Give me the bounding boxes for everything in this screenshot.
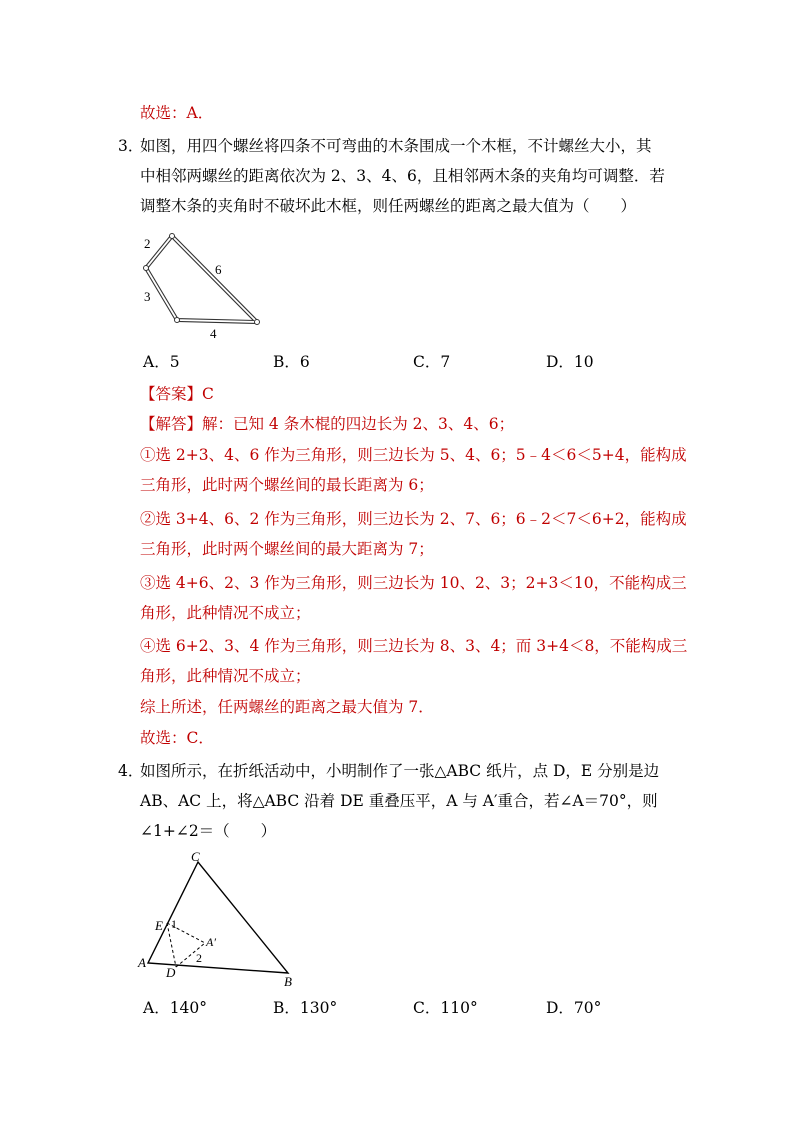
question-4-line-3: ∠1+∠2＝（ ） — [140, 822, 277, 840]
q3-solution-line-2: ①选 2+3、4、6 作为三角形，则三边长为 5、4、6；5﹣4＜6＜5+4，能构成 — [140, 446, 687, 464]
q4-option-a: A．140° — [143, 999, 208, 1017]
question-3-number: 3． — [118, 137, 144, 155]
question-4-line-2: AB、AC 上，将△ABC 沿着 DE 重叠压平，A 与 A′重合，若∠A＝70°，则 — [140, 792, 658, 810]
question-4-number: 4． — [118, 762, 144, 780]
label-a-prime: A′ — [206, 935, 216, 949]
label-d: D — [166, 965, 176, 980]
q3-solution-line-9: 角形，此种情况不成立； — [140, 667, 311, 685]
q4-option-d: D．70° — [546, 999, 602, 1017]
q3-solution-line-7: 角形，此种情况不成立； — [140, 604, 311, 622]
wooden-frame-figure — [135, 225, 285, 345]
frame-label-4: 4 — [210, 326, 217, 341]
q4-option-c: C．110° — [413, 999, 478, 1017]
q3-solution-line-8: ④选 6+2、3、4 作为三角形，则三边长为 8、3、4；而 3+4＜8，不能构成三 — [140, 637, 688, 655]
folded-triangle-figure — [135, 845, 305, 990]
q3-solution-line-11: 故选：C． — [140, 729, 214, 747]
question-3-line-2: 中相邻两螺丝的距离依次为 2、3、4、6，且相邻两木条的夹角均可调整．若 — [140, 167, 665, 185]
previous-answer: 故选：A． — [140, 104, 214, 122]
label-angle-1: 1 — [171, 917, 177, 931]
question-3-line-3: 调整木条的夹角时不破坏此木框，则任两螺丝的距离之最大值为（ ） — [140, 197, 637, 215]
screw-3 — [175, 318, 180, 323]
label-a: A — [138, 955, 146, 970]
q3-option-a: A．5 — [143, 353, 180, 371]
q3-solution-line-6: ③选 4+6、2、3 作为三角形，则三边长为 10、2、3；2+3＜10，不能构成三 — [140, 574, 687, 592]
q3-solution-line-5: 三角形，此时两个螺丝间的最大距离为 7； — [140, 540, 434, 558]
label-b: B — [284, 974, 292, 989]
q3-solution-line-1: 【解答】解：已知 4 条木棍的四边长为 2、3、4、6； — [140, 415, 515, 433]
frame-label-2: 2 — [144, 236, 151, 251]
screw-4 — [255, 320, 260, 325]
q3-answer: 【答案】C — [140, 385, 214, 403]
frame-label-3: 3 — [144, 289, 151, 304]
screw-2 — [144, 266, 149, 271]
q3-solution-line-4: ②选 3+4、6、2 作为三角形，则三边长为 2、7、6；6﹣2＜7＜6+2，能构成 — [140, 510, 687, 528]
screw-1 — [170, 234, 175, 239]
q3-option-c: C．7 — [413, 353, 451, 371]
q3-solution-line-10: 综上所述，任两螺丝的距离之最大值为 7． — [140, 698, 434, 716]
q3-option-b: B．6 — [273, 353, 310, 371]
label-e: E — [155, 918, 163, 933]
q3-solution-line-3: 三角形，此时两个螺丝间的最长距离为 6； — [140, 476, 434, 494]
question-4-line-1: 如图所示，在折纸活动中，小明制作了一张△ABC 纸片，点 D，E 分别是边 — [140, 762, 660, 780]
q4-option-b: B．130° — [273, 999, 338, 1017]
frame-label-6: 6 — [215, 262, 222, 277]
label-angle-2: 2 — [196, 951, 202, 965]
question-3-line-1: 如图，用四个螺丝将四条不可弯曲的木条围成一个木框，不计螺丝大小，其 — [140, 137, 652, 155]
q3-option-d: D．10 — [546, 353, 594, 371]
label-c: C — [191, 849, 200, 864]
